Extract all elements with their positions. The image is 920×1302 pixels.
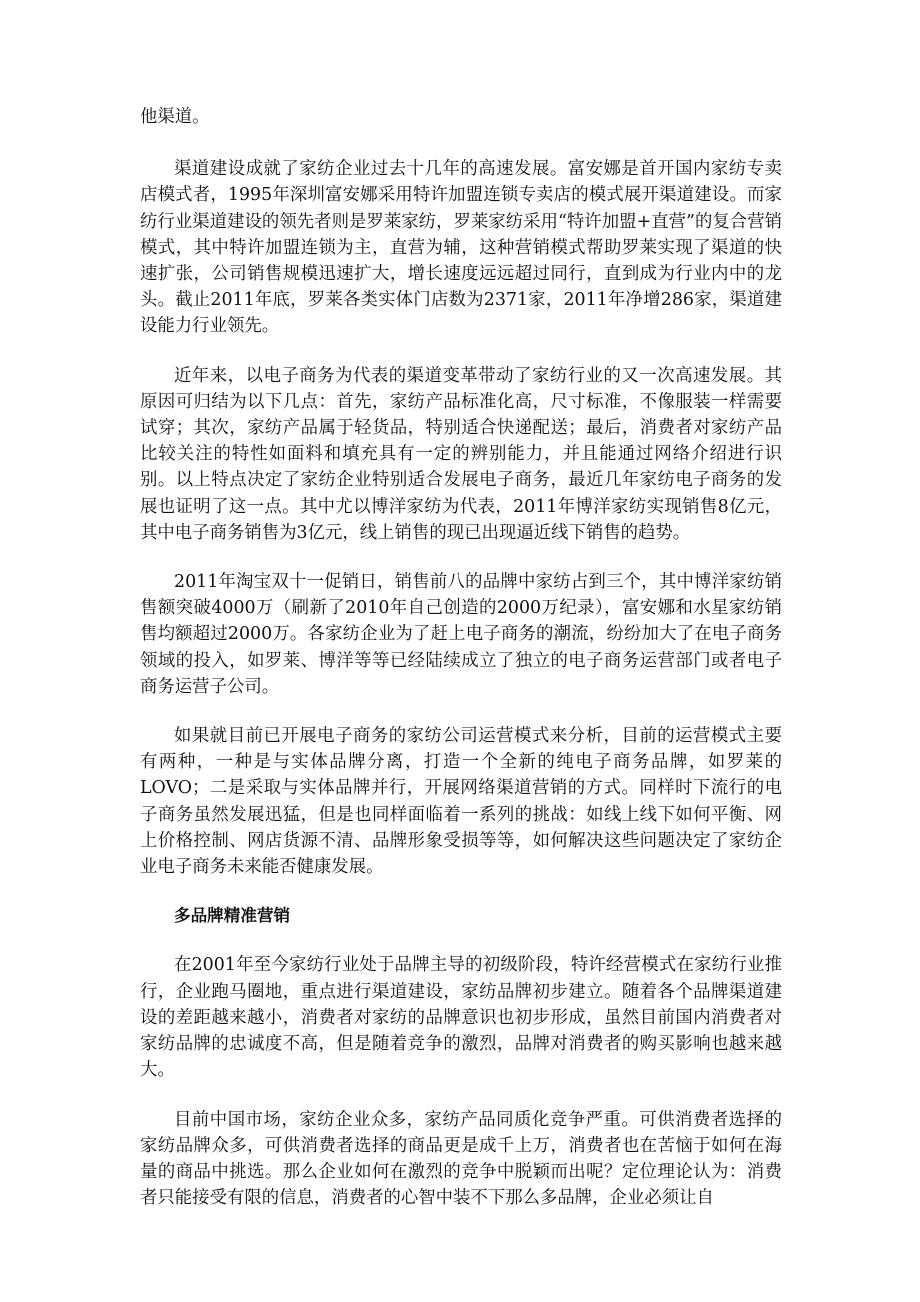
document-page	[140, 104, 782, 1234]
paragraph-continuation: 他渠道。	[140, 107, 210, 127]
paragraph-double-eleven: 2011年淘宝双十一促销日，销售前八的品牌中家纺占到三个，其中博洋家纺销售额突破4000万（刷新了2010年自己创造的2000万纪录），富安娜和水星家纺销售均额超过2000万。各家纺企业为了赶上电子商务的潮流，纷纷加大了在电子商务领域的投入，如罗莱、博洋等等已经陆续成立了独立的电子商务运营部门或者电子商务运营子公司。	[140, 572, 782, 697]
paragraph-operating-models: 如果就目前已开展电子商务的家纺公司运营模式来分析，目前的运营模式主要有两种，一种是与实体品牌分离，打造一个全新的纯电子商务品牌，如罗莱的LOVO；二是采取与实体品牌并行，开展网络渠道营销的方式。同样时下流行的电子商务虽然发展迅猛，但是也同样面临着一系列的挑战：如线上线下如何平衡、网上价格控制、网店货源不清、品牌形象受损等等，如何解决这些问题决定了家纺企业电子商务未来能否健康发展。	[140, 726, 782, 878]
paragraph-market-competition: 目前中国市场，家纺企业众多，家纺产品同质化竞争严重。可供消费者选择的家纺品牌众多，可供消费者选择的商品更是成千上万，消费者也在苦恼于如何在海量的商品中挑选。那么企业如何在激烈的竞争中脱颖而出呢？定位理论认为：消费者只能接受有限的信息，消费者的心智中装不下那么多品牌，企业必须让自	[140, 1109, 782, 1209]
section-heading: 多品牌精准营销	[174, 906, 291, 926]
paragraph-channel-building: 渠道建设成就了家纺企业过去十几年的高速发展。富安娜是首开国内家纺专卖店模式者，1995年深圳富安娜采用特许加盟连锁专卖店的模式展开渠道建设。而家纺行业渠道建设的领先者则是罗莱家纺，罗莱家纺采用“特许加盟+直营”的复合营销模式，其中特许加盟连锁为主，直营为辅，这种营销模式帮助罗莱实现了渠道的快速扩张，公司销售规模迅速扩大，增长速度远远超过同行，直到成为行业内中的龙头。截止2011年底，罗莱各类实体门店数为2371家，2011年净增286家，渠道建设能力行业领先。	[140, 159, 782, 337]
paragraph-ecommerce-reasons: 近年来，以电子商务为代表的渠道变革带动了家纺行业的又一次高速发展。其原因可归结为以下几点：首先，家纺产品标准化高，尺寸标准，不像服装一样需要试穿；其次，家纺产品属于轻货品，特别适合快递配送；最后，消费者对家纺产品比较关注的特性如面料和填充具有一定的辨别能力，并且能通过网络介绍进行识别。以上特点决定了家纺企业特别适合发展电子商务，最近几年家纺电子商务的发展也证明了这一点。其中尤以博洋家纺为代表，2011年博洋家纺实现销售8亿元，其中电子商务销售为3亿元，线上销售的现已出现逼近线下销售的趋势。	[140, 365, 782, 543]
paragraph-brand-stage: 在2001年至今家纺行业处于品牌主导的初级阶段，特许经营模式在家纺行业推行，企业跑马圈地，重点进行渠道建设，家纺品牌初步建立。随着各个品牌渠道建设的差距越来越小，消费者对家纺的品牌意识也初步形成，虽然目前国内消费者对家纺品牌的忠诚度不高，但是随着竞争的激烈，品牌对消费者的购买影响也越来越大。	[140, 955, 782, 1081]
